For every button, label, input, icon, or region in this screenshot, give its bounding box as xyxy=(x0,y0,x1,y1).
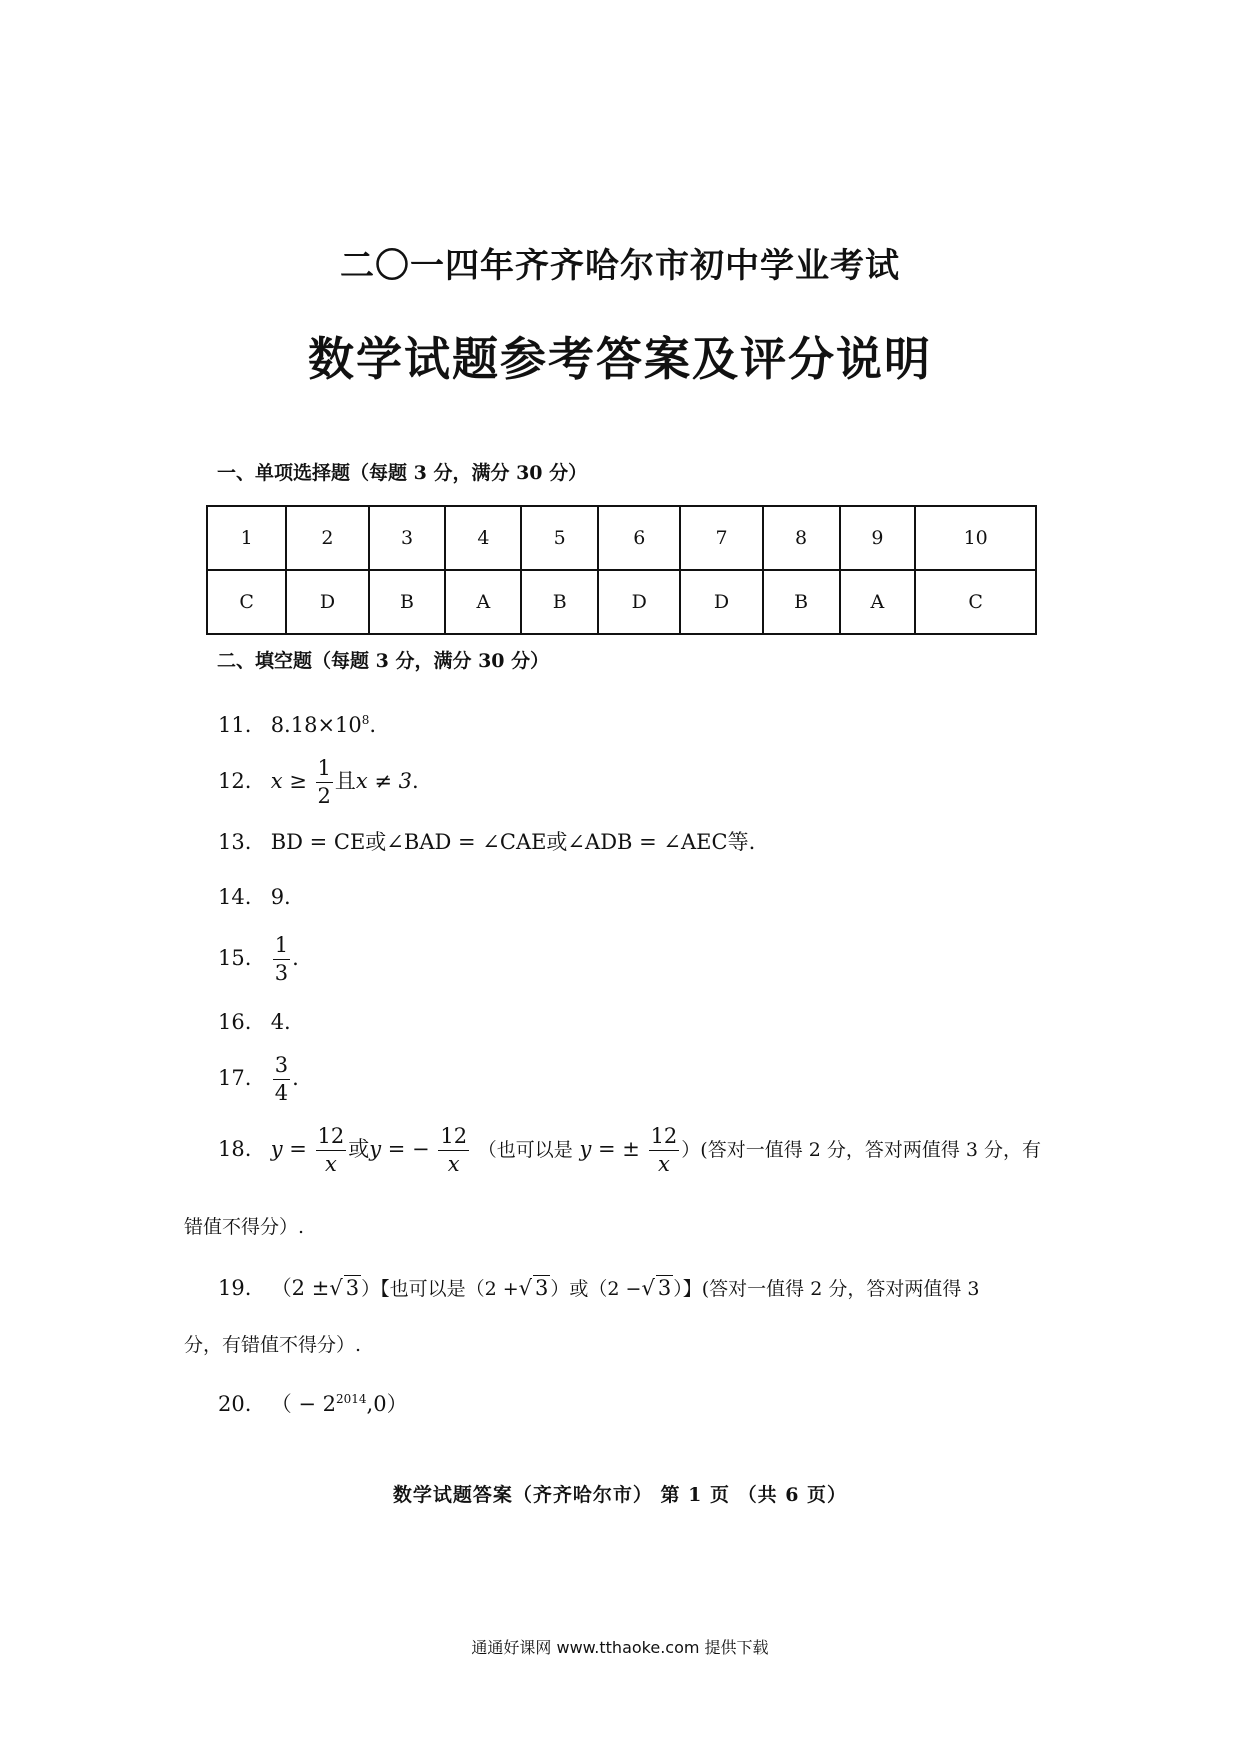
section-1-heading: 一、单项选择题（每题 3 分，满分 30 分） xyxy=(217,462,588,484)
answer-20-base: （ − 2 xyxy=(270,1392,336,1416)
answer-18-y-equals-negative: y = − xyxy=(369,1137,430,1161)
item-number: 19. xyxy=(218,1276,252,1300)
answer-18-y-equals: y = xyxy=(270,1137,307,1161)
fraction xyxy=(273,935,290,984)
answer-20-end: ,0） xyxy=(366,1392,408,1416)
answer-16-text: 4. xyxy=(270,1010,291,1034)
question-number: 10 xyxy=(915,506,1036,570)
question-number: 4 xyxy=(445,506,521,570)
answer-15 xyxy=(218,935,299,984)
answer-11-exponent: 8 xyxy=(361,713,370,727)
answer-18-y-plus-minus: y = ± xyxy=(579,1137,640,1161)
section-2-heading: 二、填空题（每题 3 分，满分 30 分） xyxy=(217,650,550,672)
numerator: 12 xyxy=(316,1126,347,1151)
item-number: 13. xyxy=(218,830,252,854)
item-number: 20. xyxy=(218,1392,252,1416)
answer-18 xyxy=(218,1126,1041,1175)
answer-18-or: 或 xyxy=(348,1137,370,1161)
item-number: 11. xyxy=(218,713,252,737)
denominator: x xyxy=(324,1152,337,1176)
question-number: 3 xyxy=(369,506,446,570)
answer-19 xyxy=(218,1272,979,1302)
answer-19-continuation: 分，有错值不得分）. xyxy=(184,1334,362,1356)
exam-title: 二〇一四年齐齐哈尔市初中学业考试 xyxy=(340,246,900,286)
answer-12-condition: x ≠ 3 xyxy=(355,769,413,793)
answer-cell: C xyxy=(915,570,1036,634)
answer-12 xyxy=(218,758,419,807)
denominator: x xyxy=(447,1152,460,1176)
item-number: 14. xyxy=(218,885,252,909)
answer-16 xyxy=(218,1010,291,1034)
answer-20-exponent: 2014 xyxy=(336,1392,367,1406)
answer-19-scoring-note: ）】(答对一值得 2 分，答对两值得 3 xyxy=(673,1278,980,1300)
denominator: 3 xyxy=(274,961,289,985)
sqrt-icon: √ xyxy=(641,1276,655,1300)
radicand: 3 xyxy=(657,1276,672,1300)
answer-cell: D xyxy=(286,570,368,634)
answer-18-scoring-note: ）(答对一值得 2 分，答对两值得 3 分，有 xyxy=(681,1139,1042,1161)
fraction xyxy=(316,758,333,807)
question-number: 1 xyxy=(207,506,286,570)
answer-cell: D xyxy=(598,570,680,634)
answer-cell: D xyxy=(680,570,762,634)
denominator: 4 xyxy=(274,1081,289,1105)
answer-14-text: 9. xyxy=(270,885,291,909)
answer-17 xyxy=(218,1055,299,1104)
page-footer: 数学试题答案（齐齐哈尔市） 第 1 页 （共 6 页） xyxy=(392,1484,848,1506)
source-watermark: 通通好课网 www.tthaoke.com 提供下载 xyxy=(471,1638,769,1657)
numerator: 12 xyxy=(649,1126,680,1151)
fraction xyxy=(273,1055,290,1104)
denominator: x xyxy=(658,1152,670,1176)
fraction xyxy=(438,1126,469,1175)
fraction xyxy=(649,1126,680,1175)
answer-row xyxy=(207,570,1036,634)
numerator: 3 xyxy=(273,1055,290,1080)
answer-12-inequality: x ≥ xyxy=(270,769,307,793)
answer-19-part-a: （2 ± xyxy=(270,1276,330,1300)
question-number: 6 xyxy=(598,506,680,570)
answer-15-end: . xyxy=(292,946,299,970)
answer-key-title: 数学试题参考答案及评分说明 xyxy=(308,332,932,386)
answer-11-end: . xyxy=(369,713,377,737)
answer-17-end: . xyxy=(292,1066,299,1090)
radicand: 3 xyxy=(535,1276,549,1300)
denominator: 2 xyxy=(317,784,331,808)
answer-13-text: BD = CE或∠BAD = ∠CAE或∠ADB = ∠AEC等. xyxy=(270,830,756,854)
answer-12-and: 且 xyxy=(334,769,356,793)
question-number: 2 xyxy=(286,506,368,570)
numerator: 1 xyxy=(273,935,290,960)
answer-cell: B xyxy=(521,570,598,634)
question-number: 7 xyxy=(680,506,762,570)
sqrt-icon: √ xyxy=(518,1276,533,1300)
item-number: 15. xyxy=(218,946,252,970)
answer-19-part-b: ）【也可以是（2 + xyxy=(361,1278,519,1300)
answer-cell: C xyxy=(207,570,286,634)
question-number: 9 xyxy=(840,506,916,570)
answer-cell: B xyxy=(763,570,840,634)
answer-11 xyxy=(218,713,376,737)
item-number: 18. xyxy=(218,1137,252,1161)
radicand: 3 xyxy=(345,1276,360,1300)
answer-11-base: 8.18×10 xyxy=(270,713,362,737)
numerator: 1 xyxy=(316,758,333,783)
fraction xyxy=(316,1126,347,1175)
answer-20 xyxy=(218,1388,408,1418)
question-number-row xyxy=(207,506,1036,570)
answer-12-end: . xyxy=(412,769,419,793)
answer-cell: B xyxy=(369,570,446,634)
item-number: 17. xyxy=(218,1066,252,1090)
answer-cell: A xyxy=(445,570,521,634)
multiple-choice-answer-table xyxy=(206,505,1037,635)
question-number: 5 xyxy=(521,506,598,570)
answer-18-alternative: （也可以是 xyxy=(477,1139,573,1161)
question-number: 8 xyxy=(763,506,840,570)
numerator: 12 xyxy=(438,1126,469,1151)
answer-cell: A xyxy=(840,570,916,634)
answer-14 xyxy=(218,885,291,909)
item-number: 12. xyxy=(218,769,252,793)
item-number: 16. xyxy=(218,1010,252,1034)
sqrt-icon: √ xyxy=(329,1276,343,1300)
answer-18-continuation: 错值不得分）. xyxy=(184,1216,305,1238)
answer-13 xyxy=(218,826,755,856)
answer-19-part-c: ）或（2 − xyxy=(550,1278,642,1300)
